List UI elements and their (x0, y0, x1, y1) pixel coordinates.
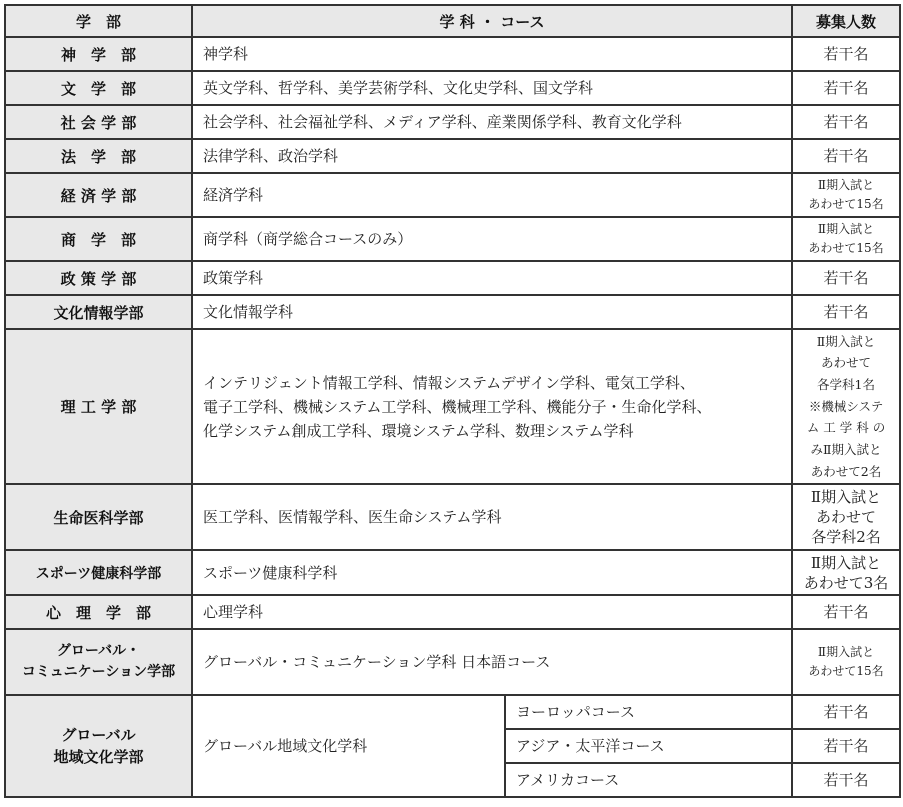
table-row (5, 695, 900, 729)
table-row (5, 629, 900, 695)
faculty-cell: 生命医科学部 (5, 484, 192, 550)
course-cell: アジア・太平洋コース (505, 729, 792, 763)
department-line: 電子工学科、機械システム工学科、機械理工学科、機能分子・生命化学科、 (203, 397, 712, 416)
faculty-cell: スポーツ健康科学部 (5, 550, 192, 595)
quota-cell: 若干名 (792, 295, 900, 329)
department-cell: 政策学科 (192, 261, 792, 295)
quota-line: あわせて3名 (803, 573, 889, 592)
table-row (5, 295, 900, 329)
header-row (5, 5, 900, 37)
table-row (5, 105, 900, 139)
quota-cell: 若干名 (792, 139, 900, 173)
faculty-cell: 心 理 学 部 (5, 595, 192, 629)
quota-line: Ⅱ期入試と (817, 178, 875, 192)
faculty-line: 地域文化学部 (53, 748, 144, 766)
department-cell: スポーツ健康科学科 (192, 550, 792, 595)
department-cell: 英文学科、哲学科、美学芸術学科、文化史学科、国文学科 (192, 71, 792, 105)
quota-line: あわせて15名 (808, 241, 884, 255)
header-department: 学 科 ・ コース (192, 5, 792, 37)
table-row (5, 139, 900, 173)
quota-cell: 若干名 (792, 729, 900, 763)
quota-line: 各学科1名 (817, 376, 875, 392)
department-line: インテリジェント情報工学科、情報システムデザイン学科、電気工学科、 (203, 373, 695, 392)
faculty-cell: 政 策 学 部 (5, 261, 192, 295)
faculty-line: グローバル (61, 726, 136, 744)
department-cell: 法律学科、政治学科 (192, 139, 792, 173)
department-cell: グローバル地域文化学科 (192, 695, 505, 797)
table-row (5, 261, 900, 295)
quota-cell: 若干名 (792, 763, 900, 797)
department-cell: 社会学科、社会福祉学科、メディア学科、産業関係学科、教育文化学科 (192, 105, 792, 139)
table-row (5, 484, 900, 550)
quota-cell (792, 550, 900, 595)
faculty-cell: 経 済 学 部 (5, 173, 192, 217)
faculty-line: コミュニケーション学部 (21, 664, 176, 680)
quota-cell (792, 484, 900, 550)
faculty-cell: 商 学 部 (5, 217, 192, 261)
quota-cell (792, 329, 900, 484)
quota-cell: 若干名 (792, 261, 900, 295)
quota-line: ム 工 学 科 の (806, 420, 886, 436)
quota-line: Ⅱ期入試と (810, 553, 882, 572)
faculty-cell (5, 629, 192, 695)
quota-line: ※機械システ (808, 398, 884, 414)
department-cell (192, 329, 792, 484)
table-row (5, 173, 900, 217)
department-cell: 文化情報学科 (192, 295, 792, 329)
table-row (5, 71, 900, 105)
table-row (5, 37, 900, 71)
department-cell: 経済学科 (192, 173, 792, 217)
table-row (5, 595, 900, 629)
quota-line: あわせて (816, 508, 877, 526)
faculty-cell: 文 学 部 (5, 71, 192, 105)
course-cell: アメリカコース (505, 763, 792, 797)
quota-line: あわせて (821, 355, 872, 371)
faculty-cell: 文化情報学部 (5, 295, 192, 329)
faculty-line: グローバル・ (56, 643, 141, 659)
quota-cell: 若干名 (792, 105, 900, 139)
quota-cell: 若干名 (792, 71, 900, 105)
quota-cell (792, 217, 900, 261)
faculty-cell: 法 学 部 (5, 139, 192, 173)
quota-line: みⅡ期入試と (810, 442, 882, 458)
department-cell: グローバル・コミュニケーション学科 日本語コース (192, 629, 792, 695)
quota-line: Ⅱ期入試と (817, 222, 875, 236)
department-cell: 神学科 (192, 37, 792, 71)
quota-cell: 若干名 (792, 37, 900, 71)
admissions-table (4, 4, 901, 798)
table-row (5, 550, 900, 595)
quota-cell: 若干名 (792, 595, 900, 629)
header-faculty: 学 部 (5, 5, 192, 37)
faculty-cell: 理 工 学 部 (5, 329, 192, 484)
quota-line: 各学科2名 (811, 528, 881, 546)
faculty-cell: 社 会 学 部 (5, 105, 192, 139)
quota-line: Ⅱ期入試と (816, 333, 876, 349)
faculty-cell (5, 695, 192, 797)
department-line: 化学システム創成工学科、環境システム学科、数理システム学科 (203, 421, 634, 440)
department-cell: 心理学科 (192, 595, 792, 629)
table-row (5, 217, 900, 261)
faculty-cell: 神 学 部 (5, 37, 192, 71)
course-cell: ヨーロッパコース (505, 695, 792, 729)
quota-cell (792, 173, 900, 217)
quota-cell (792, 629, 900, 695)
quota-cell: 若干名 (792, 695, 900, 729)
header-quota: 募集人数 (792, 5, 900, 37)
quota-line: Ⅱ期入試と (817, 645, 875, 659)
table-row (5, 329, 900, 484)
department-cell: 医工学科、医情報学科、医生命システム学科 (192, 484, 792, 550)
quota-line: あわせて2名 (810, 463, 882, 479)
quota-line: あわせて15名 (808, 664, 884, 678)
quota-line: あわせて15名 (808, 197, 884, 211)
department-cell: 商学科（商学総合コースのみ） (192, 217, 792, 261)
quota-line: Ⅱ期入試と (810, 488, 882, 506)
